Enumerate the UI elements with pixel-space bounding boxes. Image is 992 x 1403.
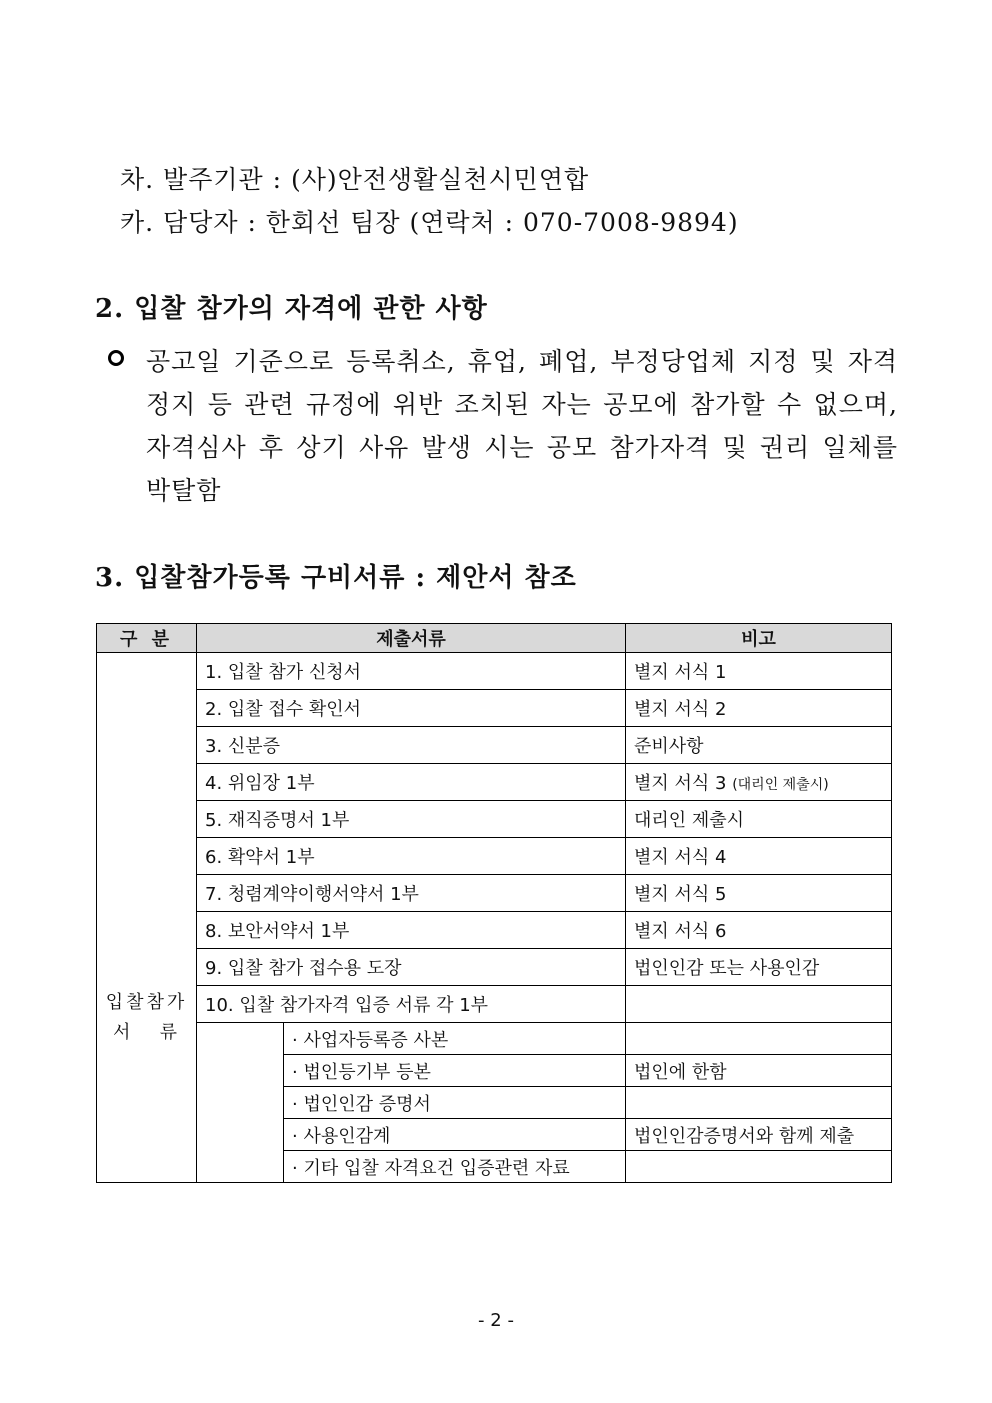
category-label-line1: 입찰참가 [105,991,188,1013]
item-contact: 카. 담당자 : 한회선 팀장 (연락처 : 070-7008-9894) [120,208,739,237]
subdoc-cell: · 사업자등록증 사본 [284,1023,626,1055]
note-cell [626,1023,892,1055]
note-cell [626,1087,892,1119]
doc-cell: 8. 보안서약서 1부 [197,912,626,949]
table-row [97,690,892,727]
doc-cell: 6. 확약서 1부 [197,838,626,875]
doc-cell: 3. 신분증 [197,727,626,764]
category-label-line2: 서 류 [113,1021,180,1043]
doc-cell: 10. 입찰 참가자격 입증 서류 각 1부 [197,986,626,1023]
table-header-row [97,624,892,653]
table-row [97,801,892,838]
note-cell: 별지 서식 1 [626,653,892,690]
doc-cell: 4. 위임장 1부 [197,764,626,801]
note-cell [626,986,892,1023]
table-row [97,727,892,764]
item-client: 차. 발주기관 : (사)안전생활실천시민연합 [120,165,590,194]
section-2-heading: 2. 입찰 참가의 자격에 관한 사항 [95,294,488,324]
subdoc-cell: · 법인인감 증명서 [284,1087,626,1119]
note-cell: 준비사항 [626,727,892,764]
table-row [97,875,892,912]
circle-bullet-icon [108,350,124,366]
note-cell: 별지 서식 6 [626,912,892,949]
subdoc-cell: · 사용인감계 [284,1119,626,1151]
paragraph-line: 박탈함 [146,476,222,505]
table-subrow [97,1023,892,1055]
note-cell: 법인인감 또는 사용인감 [626,949,892,986]
category-cell [97,653,197,1183]
note-small-text: (대리인 제출시) [732,777,829,793]
paragraph-line: 공고일 기준으로 등록취소, 휴업, 폐업, 부정당업체 지정 및 자격 [146,347,898,376]
doc-cell: 7. 청렴계약이행서약서 1부 [197,875,626,912]
documents-table [96,623,892,1183]
page-number: - 2 - [478,1310,514,1331]
doc-cell: 9. 입찰 참가 접수용 도장 [197,949,626,986]
table-row [97,838,892,875]
note-cell: 별지 서식 4 [626,838,892,875]
header-notes: 비고 [626,624,892,653]
doc-cell: 5. 재직증명서 1부 [197,801,626,838]
header-documents: 제출서류 [197,624,626,653]
table-row [97,986,892,1023]
indent-cell [197,1023,284,1183]
table-row [97,949,892,986]
table-row [97,912,892,949]
table-row [97,653,892,690]
note-cell: 법인인감증명서와 함께 제출 [626,1119,892,1151]
paragraph-line: 자격심사 후 상기 사유 발생 시는 공모 참가자격 및 권리 일체를 [146,433,898,462]
subdoc-cell: · 법인등기부 등본 [284,1055,626,1087]
note-cell: 법인에 한함 [626,1055,892,1087]
section-3-heading: 3. 입찰참가등록 구비서류 : 제안서 참조 [95,563,577,593]
note-cell: 별지 서식 2 [626,690,892,727]
note-cell: 대리인 제출시 [626,801,892,838]
qualification-paragraph [108,340,898,512]
subdoc-cell: · 기타 입찰 자격요건 입증관련 자료 [284,1151,626,1183]
table-row [97,764,892,801]
note-cell: 별지 서식 5 [626,875,892,912]
note-text: 별지 서식 3 [634,773,727,794]
paragraph-line: 정지 등 관련 규정에 위반 조치된 자는 공모에 참가할 수 없으며, [146,390,898,419]
doc-cell: 2. 입찰 접수 확인서 [197,690,626,727]
doc-cell: 1. 입찰 참가 신청서 [197,653,626,690]
header-category: 구 분 [97,624,197,653]
note-cell [626,764,892,801]
note-cell [626,1151,892,1183]
